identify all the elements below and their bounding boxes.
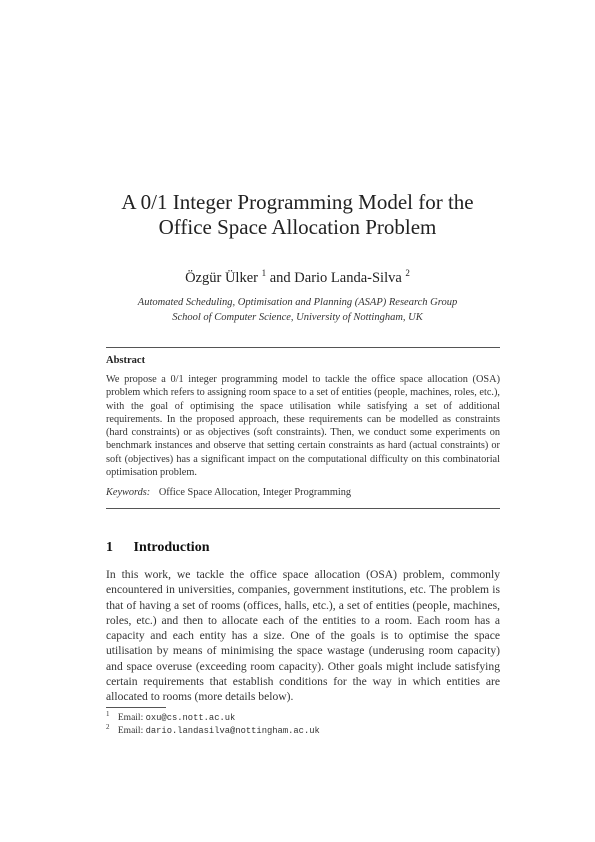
footnote-marker: 1 <box>261 268 267 278</box>
keywords-text: Office Space Allocation, Integer Programming <box>158 487 352 498</box>
email-address: dario.landasilva@nottingham.ac.uk <box>145 726 320 736</box>
footnote <box>106 710 235 723</box>
affiliation-line-1: Automated Scheduling, Optimisation and Planning (ASAP) Research Group <box>137 297 458 308</box>
footnote-number: 1 <box>106 710 110 718</box>
footnote-label: Email: <box>117 726 144 736</box>
abstract-text: We propose a 0/1 integer programming model to tackle the office space allocation (OSA) problem which refers to assigning room space to a set of entities (people, machines, roles, etc.), with the goal of optimising the space utilisation while satisfying a set of additional requirements. In the proposed approach, these requirements can be modelled as constraints (hard constraints) or as objectives (soft constraints). Then, we conduct some experiments on benchmark instances and observe that setting certain constraints as hard (actual constraints) or soft (objectives) has a significant impact on the computational difficulty on this combinatorial optimisation problem. <box>106 374 500 479</box>
title-line-2: Office Space Allocation Problem <box>158 215 437 239</box>
email-address: oxu@cs.nott.ac.uk <box>145 713 236 723</box>
footnote-number: 2 <box>106 723 110 731</box>
author-list <box>0 268 595 287</box>
keywords-line <box>106 487 500 498</box>
affiliation-line-2: School of Computer Science, University of Nottingham, UK <box>172 312 423 323</box>
footnote <box>106 723 320 736</box>
footnote-marker: 2 <box>405 268 410 278</box>
title-line-1: A 0/1 Integer Programming Model for the <box>121 190 474 214</box>
author-separator: and <box>269 270 291 286</box>
footnote-label: Email: <box>117 713 144 723</box>
abstract-heading: Abstract <box>106 355 146 366</box>
paper-title <box>0 190 595 240</box>
keywords-label: Keywords: <box>106 487 151 498</box>
section-number: 1 <box>106 540 113 555</box>
affiliation <box>0 295 595 325</box>
section-heading <box>106 540 209 556</box>
author-name: Dario Landa-Silva <box>294 270 402 286</box>
author-name: Özgür Ülker <box>185 270 258 286</box>
introduction-paragraph: In this work, we tackle the office space allocation (OSA) problem, commonly encountered in universities, companies, government institutions, etc. The problem is that of having a set of rooms (offices, halls, etc.), a set of entities (people, machines, roles, etc.) and then to allocate each of the entities to a room. Each room has a capacity and each entity has a size. One of the goals is to optimise the space utilisation by means of minimising the space wastage (underusing room capacity) and space overuse (exceeding room capacity). Other goals might include satisfying certain requirements that establish conditions for the way in which entities are allocated to rooms (more details below). <box>106 568 500 704</box>
footnote-rule <box>106 707 166 708</box>
abstract-bottom-rule <box>106 508 500 509</box>
abstract-top-rule <box>106 347 500 348</box>
section-title: Introduction <box>133 540 210 555</box>
